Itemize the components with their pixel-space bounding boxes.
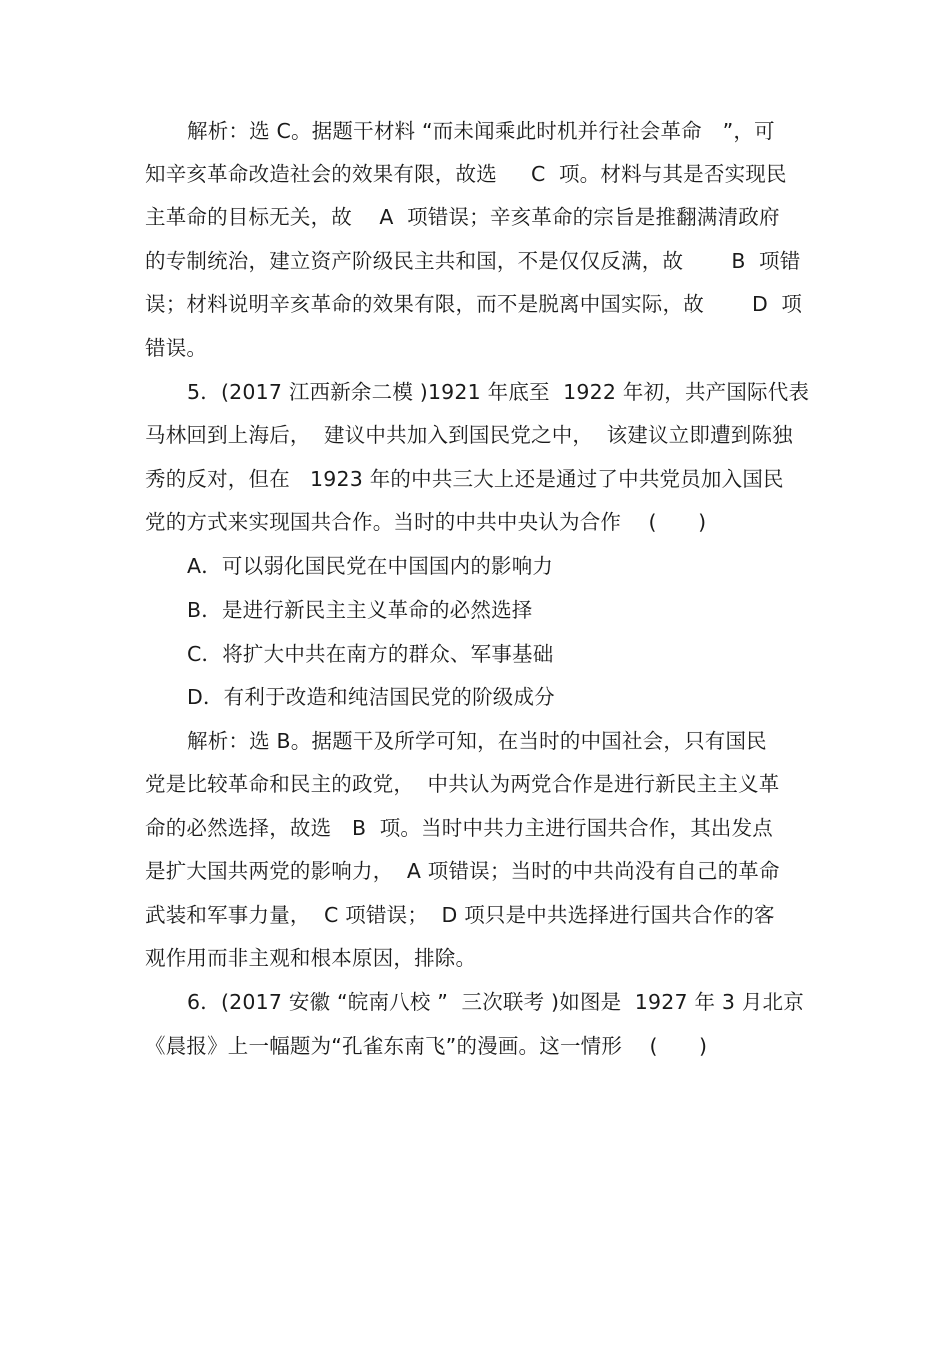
q4-explanation-line-2: 知辛亥革命改造社会的效果有限，故选 C 项。材料与其是否实现民 (145, 162, 787, 186)
q4-explanation-line-4: 的专制统治，建立资产阶级民主共和国，不是仅仅反满，故 B 项错 (145, 249, 801, 273)
q6-stem-line-2: 《晨报》上一幅题为“孔雀东南飞”的漫画。这一情形 ( ) (145, 1034, 708, 1058)
q5-stem-line-4: 党的方式来实现国共合作。当时的中共中央认为合作 ( ) (145, 510, 707, 534)
q5-stem-line-3: 秀的反对，但在 1923 年的中共三大上还是通过了中共党员加入国民 (145, 467, 784, 491)
q5-explanation-line-4: 是扩大国共两党的影响力， A 项错误；当时的中共尚没有自己的革命 (145, 859, 780, 883)
q5-option-a: A．可以弱化国民党在中国国内的影响力 (187, 554, 554, 578)
q5-stem-line-1: 5．(2017 江西新余二模 )1921 年底至 1922 年初，共产国际代表 (187, 380, 810, 404)
q4-explanation-line-1: 解析：选 C。据题干材料 “而未闻乘此时机并行社会革命 ”，可 (187, 119, 775, 143)
q5-explanation-line-3: 命的必然选择，故选 B 项。当时中共力主进行国共合作，其出发点 (145, 816, 773, 840)
q6-stem-line-1: 6．(2017 安徽 “皖南八校 ” 三次联考 )如图是 1927 年 3 月北京 (187, 990, 804, 1014)
q5-option-b: B．是进行新民主主义革命的必然选择 (187, 598, 533, 622)
q5-explanation-line-1: 解析：选 B。据题干及所学可知，在当时的中国社会，只有国民 (187, 729, 767, 753)
q4-explanation-line-5: 误；材料说明辛亥革命的效果有限，而不是脱离中国实际，故 D 项 (145, 292, 803, 316)
q5-explanation-line-5: 武装和军事力量， C 项错误； D 项只是中共选择进行国共合作的客 (145, 903, 775, 927)
q5-option-c: C．将扩大中共在南方的群众、军事基础 (187, 642, 554, 666)
q4-explanation-line-3: 主革命的目标无关，故 A 项错误；辛亥革命的宗旨是推翻满清政府 (145, 205, 780, 229)
q4-explanation-line-6: 错误。 (145, 336, 208, 360)
q5-stem-line-2: 马林回到上海后， 建议中共加入到国民党之中， 该建议立即遭到陈独 (145, 423, 793, 447)
q5-explanation-line-2: 党是比较革命和民主的政党， 中共认为两党合作是进行新民主主义革 (145, 772, 780, 796)
q5-explanation-line-6: 观作用而非主观和根本原因，排除。 (145, 946, 477, 970)
q5-option-d: D．有利于改造和纯洁国民党的阶级成分 (187, 685, 555, 709)
